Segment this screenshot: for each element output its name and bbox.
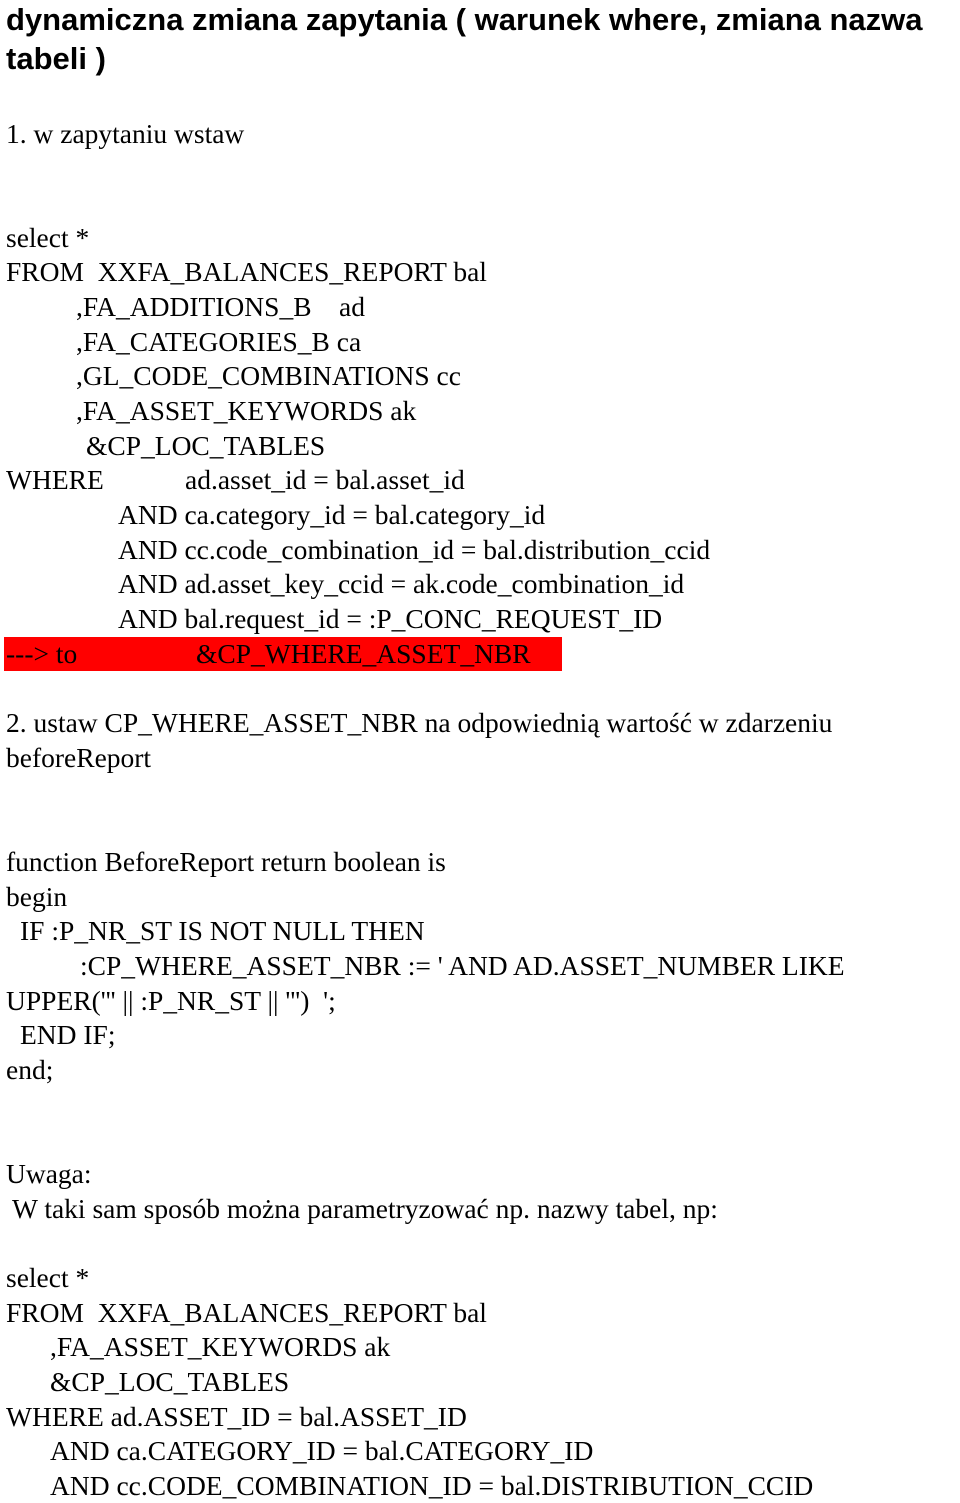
sql-line: select * [6,1262,90,1293]
sql-line: AND ca.category_id = bal.category_id [118,499,546,530]
code-line: :CP_WHERE_ASSET_NBR := ' AND AD.ASSET_NUMBER LIKE [80,950,845,981]
code-line: end; [6,1054,54,1085]
code-line: begin [6,881,68,912]
sql-line: ,FA_ASSET_KEYWORDS ak [76,395,417,426]
page-title: dynamiczna zmiana zapytania ( warunek where, zmiana nazwa tabeli ) [6,2,923,76]
sql-line: AND ad.asset_key_ccid = ak.code_combination_id [118,568,685,599]
step2-heading-cont: beforeReport [6,742,152,773]
sql-line: ,FA_ADDITIONS_B ad [76,291,365,322]
sql-line: WHERE ad.ASSET_ID = bal.ASSET_ID [6,1401,467,1432]
sql-line: &CP_LOC_TABLES [50,1366,290,1397]
sql-line: select * [6,222,90,253]
note-text: W taki sam sposób można parametryzować np. nazwy tabel, np: [12,1193,718,1224]
sql-keyword: WHERE [6,464,104,495]
code-line: IF :P_NR_ST IS NOT NULL THEN [20,915,425,946]
step1-heading: 1. w zapytaniu wstaw [6,118,245,149]
sql-line: ,FA_CATEGORIES_B ca [76,326,362,357]
sql-line: ,FA_ASSET_KEYWORDS ak [50,1331,391,1362]
sql-line: ,GL_CODE_COMBINATIONS cc [76,360,461,391]
note-label: Uwaga: [6,1158,92,1189]
sql-line: AND cc.code_combination_id = bal.distribution_ccid [118,534,711,565]
code-line: END IF; [20,1019,116,1050]
sql-line: FROM XXFA_BALANCES_REPORT bal [6,256,487,287]
code-line: function BeforeReport return boolean is [6,846,446,877]
step2-heading: 2. ustaw CP_WHERE_ASSET_NBR na odpowiednią wartość w zdarzeniu [6,707,833,738]
highlight-arrow: ---> to [6,638,78,669]
sql-line: AND ca.CATEGORY_ID = bal.CATEGORY_ID [50,1435,594,1466]
highlight-placeholder: &CP_WHERE_ASSET_NBR [196,638,531,669]
sql-line: AND bal.request_id = :P_CONC_REQUEST_ID [118,603,663,634]
sql-line: ad.asset_id = bal.asset_id [185,464,465,495]
code-line: UPPER(''' || :P_NR_ST || ''') '; [6,985,336,1016]
sql-line: &CP_LOC_TABLES [86,430,326,461]
sql-line: FROM XXFA_BALANCES_REPORT bal [6,1297,487,1328]
sql-line: AND cc.CODE_COMBINATION_ID = bal.DISTRIBUTION_CCID [50,1470,814,1501]
